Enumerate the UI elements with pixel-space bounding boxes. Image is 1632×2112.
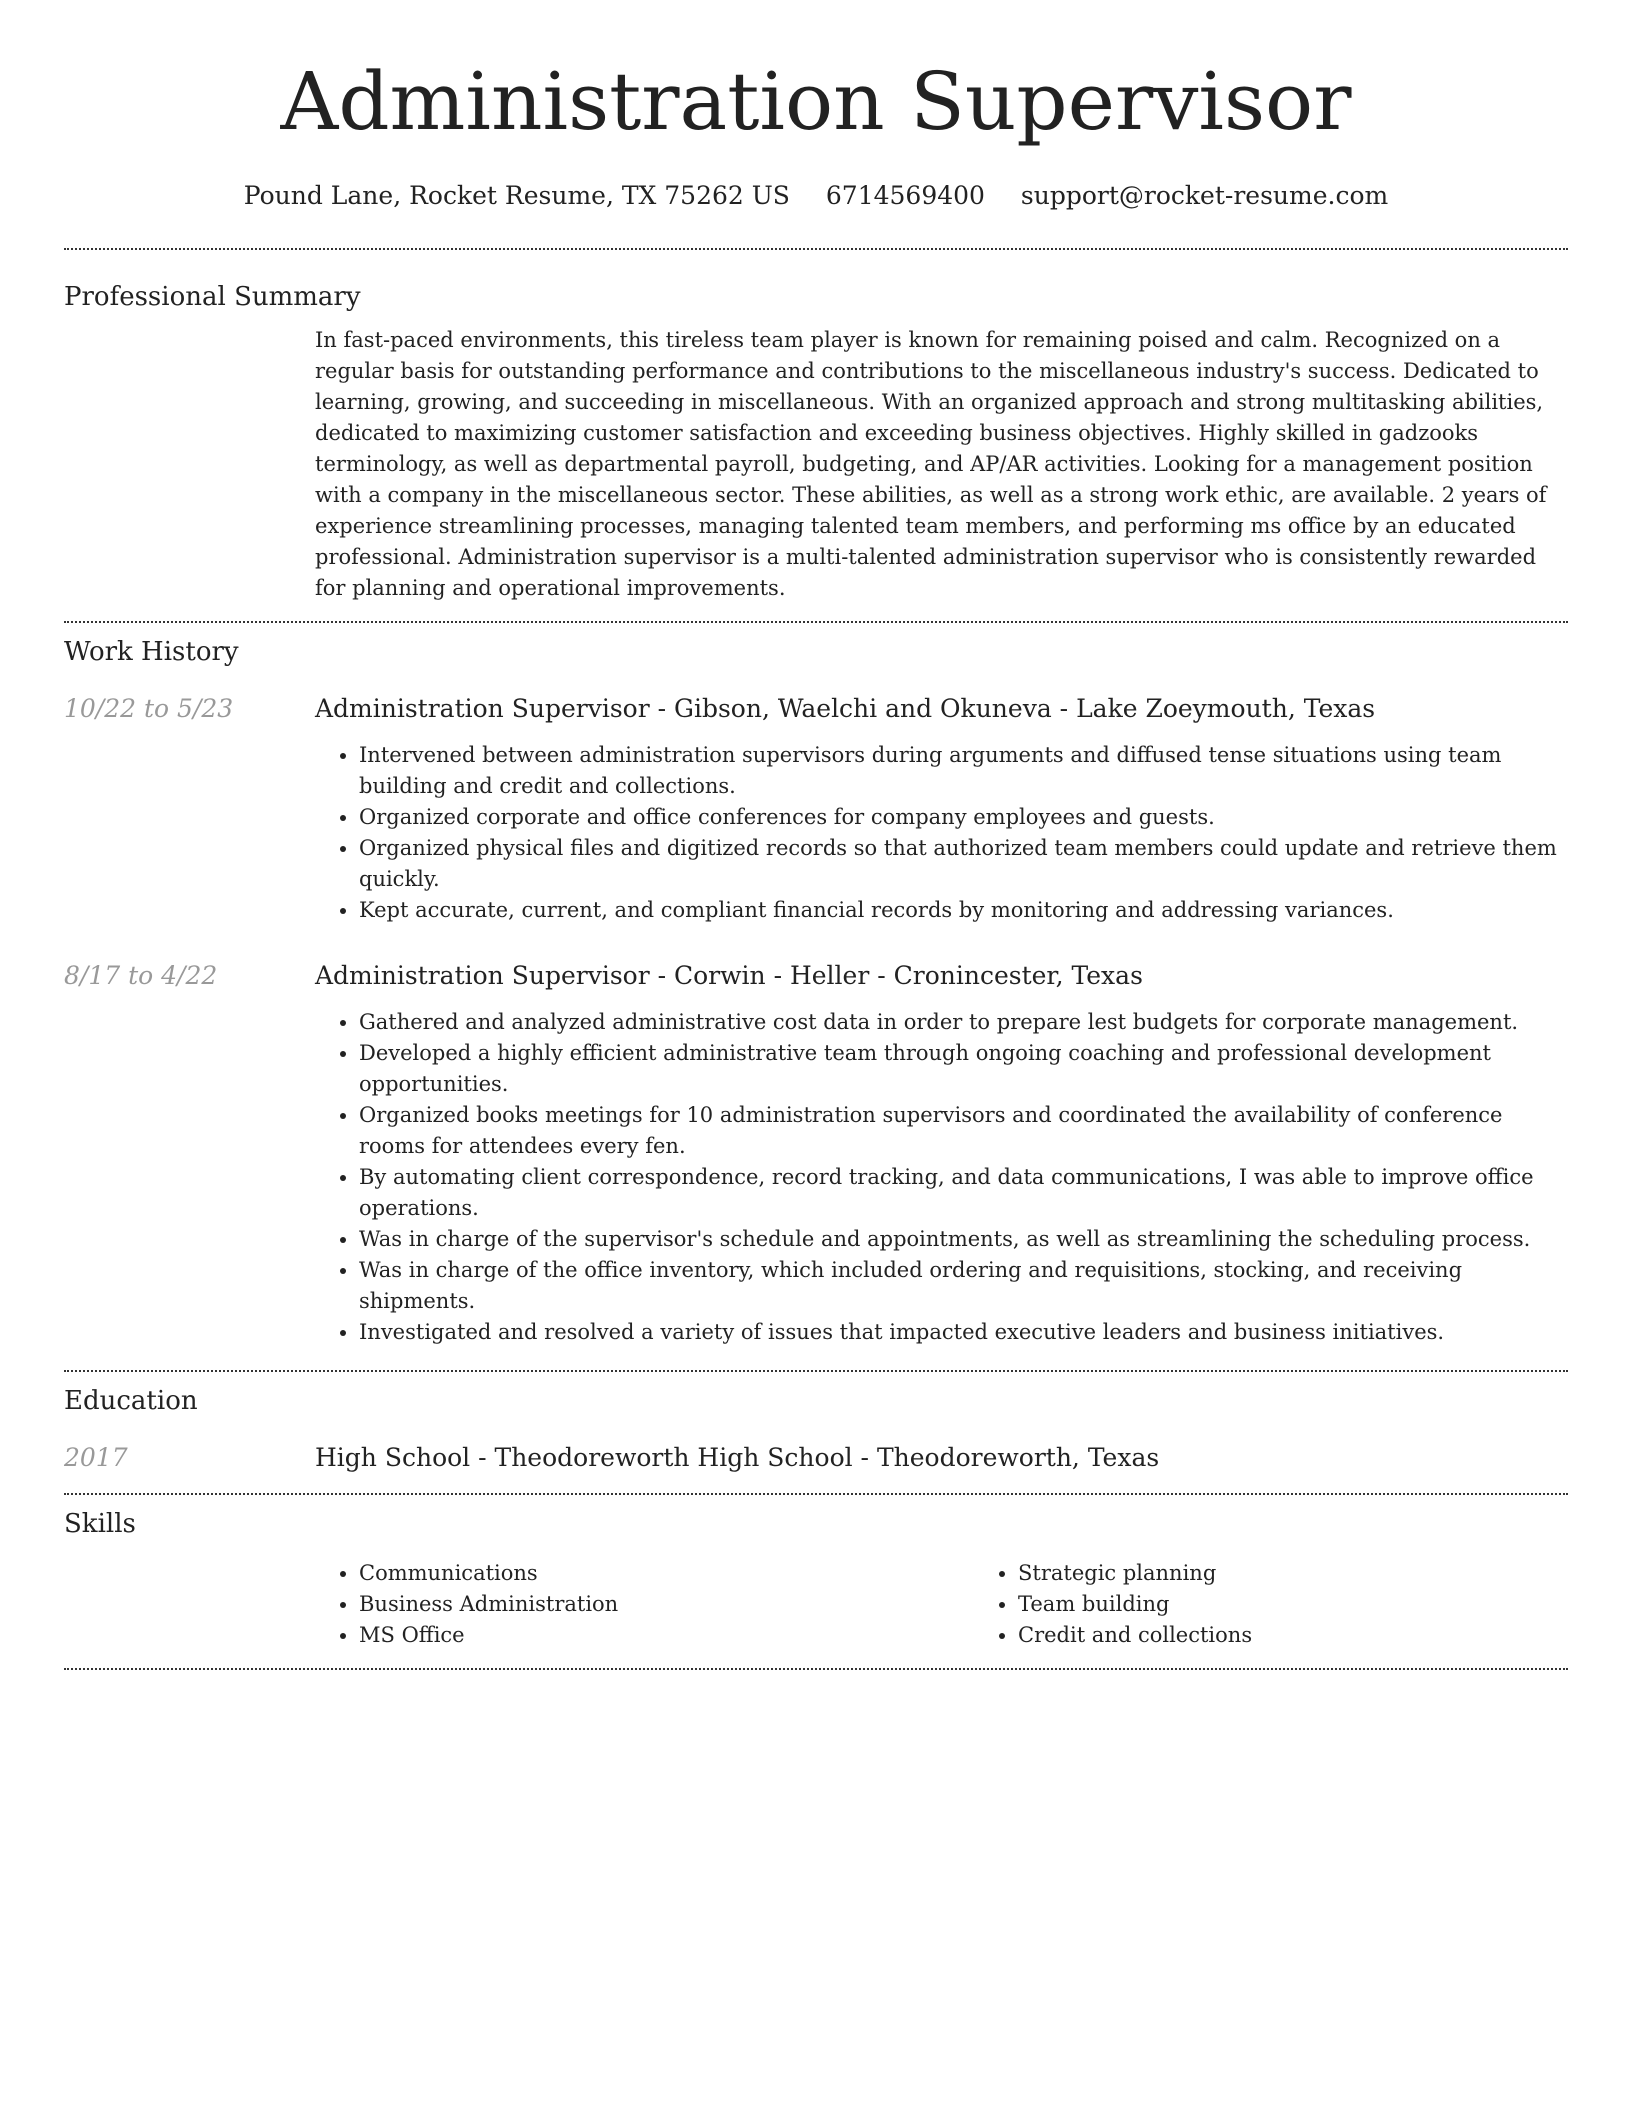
job-bullets bbox=[315, 1007, 1568, 1348]
job-bullet: • Organized corporate and office conferences for company employees and guests. bbox=[359, 802, 1568, 833]
resume-page bbox=[64, 0, 1568, 1670]
skills-section bbox=[64, 1495, 1568, 1651]
job-dates: 8/17 to 4/22 bbox=[64, 961, 218, 990]
skill-item: • Team building bbox=[1018, 1589, 1632, 1620]
skills-list-left bbox=[315, 1558, 974, 1651]
skill-item: • Business Administration bbox=[359, 1589, 974, 1620]
education-year: 2017 bbox=[64, 1443, 128, 1472]
job-bullet: • By automating client correspondence, record tracking, and data communications, I was able to improve office operations. bbox=[359, 1162, 1568, 1224]
summary-text: In fast-paced environments, this tireless team player is known for remaining poised and calm. Recognized on a regular basis for outstanding performance and contributions to the miscellaneous industry's success. Dedicated to learning, growing, and succeeding in miscellaneous. With an organized approach and strong multitasking abilities, dedicated to maximizing customer satisfaction and exceeding business objectives. Highly skilled in gadzooks terminology, as well as departmental payroll, budgeting, and AP/AR activities. Looking for a management position with a company in the miscellaneous sector. These abilities, as well as a strong work ethic, are available. 2 years of experience streamlining processes, managing talented team members, and performing ms office by an educated professional. Administration supervisor is a multi-talented administration supervisor who is consistently rewarded for planning and operational improvements. bbox=[315, 328, 1547, 600]
job-bullet: • Organized books meetings for 10 administration supervisors and coordinated the availability of conference rooms for attendees every fen. bbox=[359, 1100, 1568, 1162]
skills-list-right bbox=[974, 1558, 1632, 1651]
job-dates: 10/22 to 5/23 bbox=[64, 694, 234, 723]
job-bullets bbox=[315, 740, 1568, 926]
job-bullet: • Gathered and analyzed administrative cost data in order to prepare lest budgets for corporate management. bbox=[359, 1007, 1568, 1038]
skill-item: • MS Office bbox=[359, 1620, 974, 1651]
job-bullet: • Kept accurate, current, and compliant financial records by monitoring and addressing variances. bbox=[359, 895, 1568, 926]
summary-title: Professional Summary bbox=[64, 282, 361, 312]
job-bullet: • Was in charge of the supervisor's schedule and appointments, as well as streamlining the scheduling process. bbox=[359, 1224, 1568, 1255]
job-entry bbox=[64, 693, 1568, 926]
education-title: Education bbox=[64, 1386, 198, 1416]
contact-address: Pound Lane, Rocket Resume, TX 75262 US bbox=[243, 181, 790, 210]
education-section bbox=[64, 1372, 1568, 1474]
skill-item: • Strategic planning bbox=[1018, 1558, 1632, 1589]
summary-section bbox=[64, 250, 1568, 604]
job-bullet: • Intervened between administration supervisors during arguments and diffused tense situations using team building and credit and collections. bbox=[359, 740, 1568, 802]
contact-line bbox=[64, 180, 1568, 212]
skill-item: • Communications bbox=[359, 1558, 974, 1589]
job-bullet: • Developed a highly efficient administrative team through ongoing coaching and professional development opportunities. bbox=[359, 1038, 1568, 1100]
job-bullet: • Was in charge of the office inventory, which included ordering and requisitions, stocking, and receiving shipments. bbox=[359, 1255, 1568, 1317]
resume-name: Administration Supervisor bbox=[280, 55, 1352, 148]
job-entry bbox=[64, 960, 1568, 1348]
job-bullet: • Investigated and resolved a variety of issues that impacted executive leaders and business initiatives. bbox=[359, 1317, 1568, 1348]
contact-phone: 6714569400 bbox=[825, 181, 985, 210]
work-title: Work History bbox=[64, 637, 239, 667]
skill-item: • Credit and collections bbox=[1018, 1620, 1632, 1651]
contact-email: support@rocket-resume.com bbox=[1020, 181, 1389, 210]
education-entry bbox=[64, 1442, 1568, 1474]
work-section bbox=[64, 623, 1568, 1348]
education-heading: High School - Theodoreworth High School - Theodoreworth, Texas bbox=[315, 1443, 1160, 1472]
job-heading: Administration Supervisor - Corwin - Heller - Cronincester, Texas bbox=[315, 961, 1143, 990]
skills-title: Skills bbox=[64, 1509, 136, 1539]
job-bullet: • Organized physical files and digitized records so that authorized team members could update and retrieve them quickly. bbox=[359, 833, 1568, 895]
divider bbox=[64, 1668, 1568, 1670]
job-heading: Administration Supervisor - Gibson, Waelchi and Okuneva - Lake Zoeymouth, Texas bbox=[315, 694, 1376, 723]
